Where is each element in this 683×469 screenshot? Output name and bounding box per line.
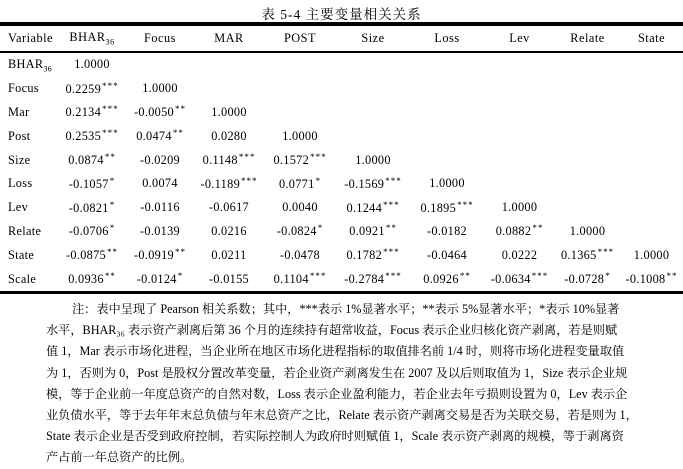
correlation-cell: -0.0617 <box>208 200 249 215</box>
significance-stars: *** <box>597 247 615 258</box>
row-label: $BHAR_{36}$ <box>8 56 52 74</box>
correlation-cell: 0.0926** <box>423 271 471 287</box>
correlation-cell: 0.0771* <box>278 175 322 191</box>
table-row <box>0 196 683 220</box>
correlation-cell: -0.0209 <box>139 152 180 167</box>
note-line: 水平，BHAR₃₆ 表示资产剥离后第 36 个月的连续持有超常收益，Focus 表示企业归核化资产剥离，若是则赋 <box>46 323 618 338</box>
correlation-cell <box>484 172 555 196</box>
column-header: Relate <box>555 24 620 52</box>
note-line: 值 1，Mar 表示市场化进程，当企业所在地区市场化进程指标的取值排名前 1/4 时，则将市场化进程变量取值 <box>46 344 625 359</box>
variable-column-header: Variable <box>0 24 58 52</box>
correlation-cell <box>620 124 683 148</box>
correlation-cell: -0.0634*** <box>490 271 549 287</box>
correlation-cell: 0.0040 <box>282 200 318 215</box>
table-title: 表 5-4 主要变量相关关系 <box>261 7 422 22</box>
correlation-cell: 0.1895*** <box>420 199 474 215</box>
correlation-cell: 1.0000 <box>355 152 391 167</box>
significance-stars: * <box>109 199 116 210</box>
correlation-cell <box>620 148 683 172</box>
correlation-cell <box>620 101 683 125</box>
significance-stars: *** <box>241 175 258 186</box>
correlation-cell <box>410 77 484 101</box>
table-row <box>0 101 683 125</box>
table-notes <box>46 299 638 469</box>
significance-stars: ** <box>459 271 471 282</box>
correlation-cell <box>555 148 620 172</box>
correlation-cell: 0.0874** <box>68 152 116 168</box>
correlation-cell <box>126 52 194 77</box>
correlation-cell <box>336 124 410 148</box>
significance-stars: *** <box>383 247 400 258</box>
correlation-cell <box>555 196 620 220</box>
column-header: Focus <box>126 24 194 52</box>
significance-stars: *** <box>383 199 400 210</box>
row-label: Size <box>8 152 31 167</box>
correlation-cell: 0.0280 <box>211 128 247 143</box>
correlation-cell: -0.2784*** <box>344 271 402 287</box>
table-row <box>0 172 683 196</box>
correlation-cell: -0.0139 <box>139 223 180 238</box>
significance-stars: ** <box>107 247 118 258</box>
row-label: Scale <box>8 271 37 286</box>
correlation-cell: 0.1104*** <box>273 271 327 287</box>
correlation-cell <box>620 172 683 196</box>
correlation-cell: -0.0124* <box>136 271 184 287</box>
correlation-cell <box>264 77 336 101</box>
correlation-cell: 1.0000 <box>211 104 247 119</box>
table-row <box>0 77 683 101</box>
subscript: 36 <box>43 64 52 74</box>
note-line: 产占前一年总资产的比例。 <box>46 450 193 465</box>
correlation-cell: 0.0216 <box>211 223 247 238</box>
significance-stars: *** <box>385 271 402 282</box>
note-line: 注：表中呈现了 Pearson 相关系数；其中，***表示 1%显著水平；**表示 5%显著水平；*表示 10%显著 <box>72 301 620 316</box>
correlation-cell: 0.2259*** <box>65 80 119 96</box>
significance-stars: ** <box>104 152 116 163</box>
row-label: State <box>8 247 35 262</box>
correlation-cell <box>484 77 555 101</box>
table-row <box>0 267 683 292</box>
correlation-cell <box>264 52 336 77</box>
row-label: Relate <box>8 223 42 238</box>
note-line: State 表示企业是否受到政府控制，若实际控制人为政府时则赋值 1，Scale 表示资产剥离的规模，等于剥离资 <box>46 429 624 444</box>
note-line: 业负债水平，等于去年年末总负债与年末总资产之比，Relate 表示资产剥离交易是否为关联交易，若是则为 1， <box>46 407 638 422</box>
correlation-cell: -0.0919** <box>133 247 186 263</box>
significance-stars: *** <box>102 80 119 91</box>
correlation-cell: -0.0706* <box>68 223 116 239</box>
note-line: 为 1，否则为 0，Post 是股权分置改革变量，若企业资产剥离发生在 2007 及以后则取值为 1，Size 表示企业规 <box>46 365 628 380</box>
correlation-cell: -0.0050** <box>133 104 186 120</box>
correlation-cell: 0.1244*** <box>346 199 400 215</box>
table-header <box>0 24 683 52</box>
correlation-cell: -0.0478 <box>279 247 320 262</box>
correlation-cell <box>484 124 555 148</box>
correlation-cell <box>484 101 555 125</box>
table-row <box>0 148 683 172</box>
table-row <box>0 243 683 267</box>
significance-stars: * <box>317 223 324 234</box>
significance-stars: ** <box>385 223 397 234</box>
correlation-cell <box>484 52 555 77</box>
correlation-cell: 1.0000 <box>633 247 670 262</box>
correlation-cell: 0.0936** <box>68 271 116 287</box>
column-header: Size <box>336 24 410 52</box>
significance-stars: ** <box>175 247 186 258</box>
significance-stars: *** <box>102 128 119 139</box>
correlation-cell <box>410 52 484 77</box>
correlation-cell <box>336 77 410 101</box>
correlation-cell: -0.0821* <box>68 199 116 215</box>
correlation-cell: 0.0882** <box>495 223 544 239</box>
correlation-cell: 0.0474** <box>136 128 184 144</box>
correlation-cell <box>555 172 620 196</box>
column-header: State <box>620 24 683 52</box>
correlation-cell: 1.0000 <box>501 200 538 215</box>
significance-stars: * <box>605 271 611 282</box>
significance-stars: * <box>109 175 116 186</box>
correlation-cell <box>336 101 410 125</box>
correlation-cell <box>410 148 484 172</box>
correlation-cell: 0.2535*** <box>65 128 119 144</box>
significance-stars: * <box>109 223 116 234</box>
correlation-cell <box>194 77 264 101</box>
correlation-cell: -0.1189*** <box>200 175 258 191</box>
row-label: Loss <box>8 176 33 191</box>
correlation-cell <box>194 52 264 77</box>
correlation-cell: 1.0000 <box>74 57 110 72</box>
correlation-cell: -0.1008** <box>625 271 678 287</box>
table-body <box>0 52 683 292</box>
correlation-cell: 0.1148*** <box>202 152 256 168</box>
table-row <box>0 124 683 148</box>
correlation-cell: -0.0155 <box>208 271 249 286</box>
correlation-cell <box>555 101 620 125</box>
row-label: Post <box>8 128 31 143</box>
correlation-cell: 1.0000 <box>569 223 606 238</box>
significance-stars: ** <box>175 104 186 115</box>
correlation-cell: 0.0211 <box>211 247 247 262</box>
significance-stars: *** <box>310 152 327 163</box>
correlation-cell: 1.0000 <box>429 176 465 191</box>
correlation-cell: 0.1782*** <box>346 247 400 263</box>
correlation-cell: 0.0921** <box>349 223 397 239</box>
correlation-cell <box>620 77 683 101</box>
row-label: Lev <box>8 200 29 215</box>
column-header: $BHAR_{36}$ <box>58 24 126 52</box>
row-label: Focus <box>8 81 39 96</box>
significance-stars: ** <box>666 271 678 282</box>
table-row <box>0 220 683 244</box>
correlation-cell: 0.0074 <box>142 176 178 191</box>
subscript: 36 <box>105 37 115 47</box>
correlation-cell: 0.1365*** <box>560 247 615 263</box>
significance-stars: *** <box>309 271 327 282</box>
table-header-row <box>0 24 683 52</box>
correlation-cell: -0.0116 <box>140 200 180 215</box>
correlation-cell: 0.0222 <box>501 247 538 262</box>
correlation-cell: 0.1572*** <box>273 152 327 168</box>
column-header: MAR <box>194 24 264 52</box>
significance-stars: * <box>315 175 322 186</box>
correlation-table <box>0 22 683 294</box>
correlation-cell: -0.0824* <box>276 223 324 239</box>
correlation-cell: 0.2134*** <box>65 104 119 120</box>
table-row <box>0 52 683 77</box>
column-header: Lev <box>484 24 555 52</box>
note-line: 模，等于企业前一年度总资产的自然对数，Loss 表示企业盈利能力，若企业去年亏损则设置为 0，Lev 表示企 <box>46 386 628 401</box>
correlation-cell: -0.0875** <box>65 247 118 263</box>
correlation-cell: -0.1057* <box>68 175 116 191</box>
correlation-cell <box>620 196 683 220</box>
significance-stars: ** <box>172 128 184 139</box>
correlation-cell <box>336 52 410 77</box>
significance-stars: *** <box>457 199 474 210</box>
correlation-cell <box>410 124 484 148</box>
correlation-cell <box>555 52 620 77</box>
column-header: POST <box>264 24 336 52</box>
significance-stars: *** <box>102 104 119 115</box>
correlation-cell: -0.0728* <box>564 271 611 287</box>
correlation-cell <box>410 101 484 125</box>
correlation-cell <box>484 148 555 172</box>
significance-stars: *** <box>385 175 402 186</box>
correlation-cell <box>620 220 683 244</box>
significance-stars: *** <box>531 271 549 282</box>
correlation-cell <box>264 101 336 125</box>
significance-stars: ** <box>104 271 116 282</box>
significance-stars: *** <box>238 152 256 163</box>
column-header: Loss <box>410 24 484 52</box>
row-label: Mar <box>8 104 30 119</box>
correlation-cell: -0.1569*** <box>344 175 402 191</box>
correlation-cell <box>555 77 620 101</box>
correlation-cell <box>620 52 683 77</box>
correlation-cell: 1.0000 <box>282 128 318 143</box>
significance-stars: ** <box>532 223 544 234</box>
correlation-cell: -0.0182 <box>426 223 467 238</box>
correlation-cell: -0.0464 <box>426 247 467 262</box>
correlation-cell: 1.0000 <box>142 81 178 96</box>
significance-stars: * <box>177 271 184 282</box>
correlation-cell <box>555 124 620 148</box>
